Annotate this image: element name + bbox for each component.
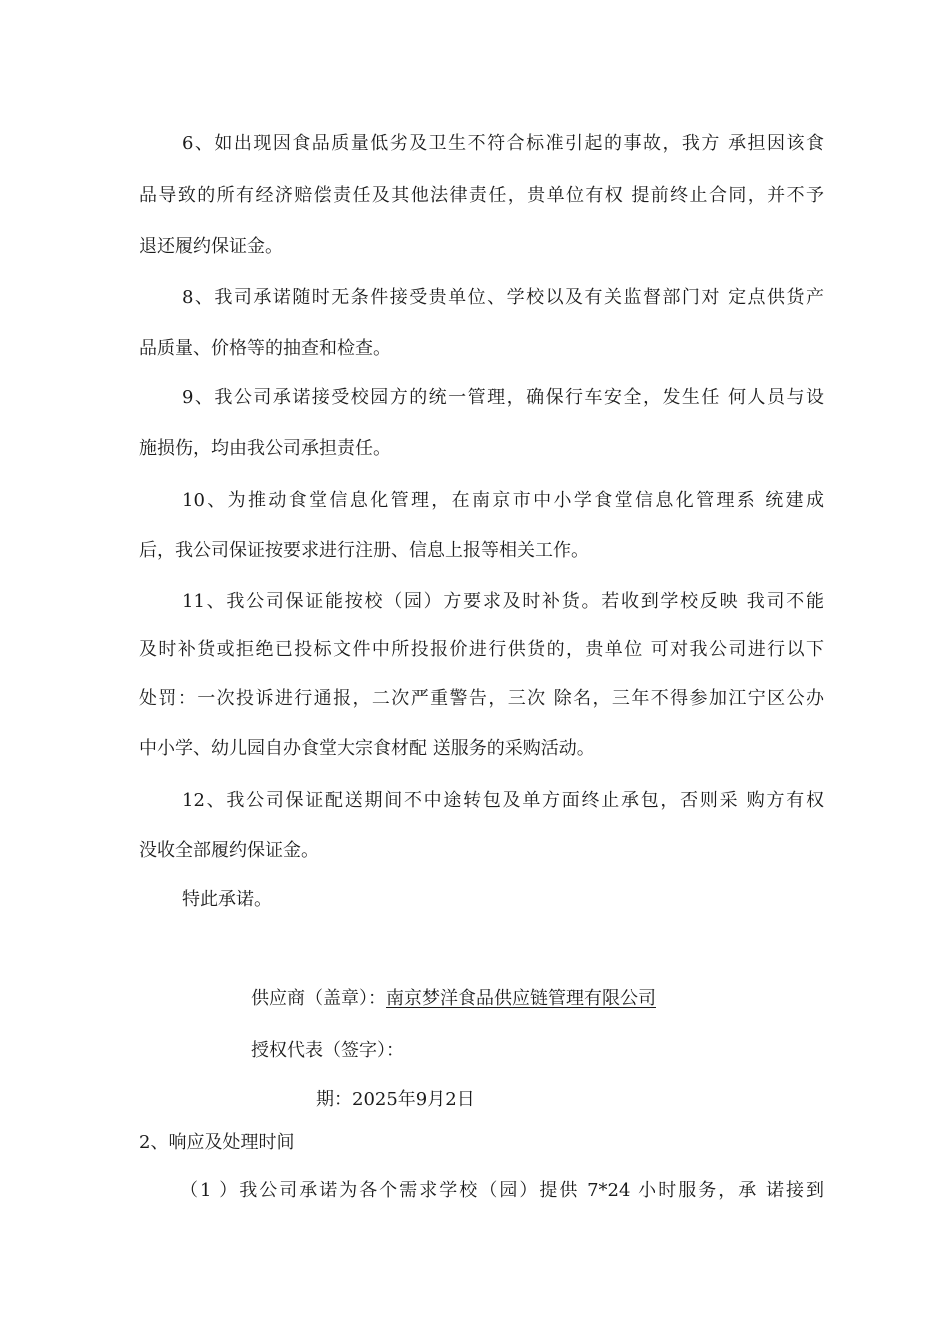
paragraph-8-line-2: 品质量、价格等的抽查和检查。 bbox=[139, 338, 391, 359]
paragraph-8-line-1: 8、我司承诺随时无条件接受贵单位、学校以及有关监督部门对 定点供货产 bbox=[182, 287, 824, 308]
paragraph-6-line-1: 6、如出现因食品质量低劣及卫生不符合标准引起的事故，我方 承担因该食 bbox=[182, 133, 824, 154]
paragraph-10-line-1: 10、为推动食堂信息化管理，在南京市中小学食堂信息化管理系 统建成 bbox=[182, 490, 824, 511]
paragraph-12-line-1: 12、我公司保证配送期间不中途转包及单方面终止承包，否则采 购方有权 bbox=[182, 790, 824, 811]
section-item-1: （1 ）我公司承诺为各个需求学校（园）提供 7*24 小时服务，承 诺接到 bbox=[180, 1180, 824, 1201]
paragraph-9-line-2: 施损伤，均由我公司承担责任。 bbox=[139, 438, 391, 459]
paragraph-11-line-4: 中小学、幼儿园自办食堂大宗食材配 送服务的采购活动。 bbox=[139, 738, 595, 759]
paragraph-11-line-3: 处罚：一次投诉进行通报，二次严重警告，三次 除名，三年不得参加江宁区公办 bbox=[139, 688, 824, 709]
paragraph-6-line-3: 退还履约保证金。 bbox=[139, 236, 283, 257]
authorized-representative-line: 授权代表（签字）： bbox=[251, 1040, 404, 1061]
paragraph-10-line-2: 后，我公司保证按要求进行注册、信息上报等相关工作。 bbox=[139, 540, 589, 561]
signature-date: 期：2025年9月2日 bbox=[316, 1089, 475, 1110]
supplier-label: 供应商（盖章）： bbox=[251, 988, 386, 1009]
paragraph-11-line-2: 及时补货或拒绝已投标文件中所投报价进行供货的，贵单位 可对我公司进行以下 bbox=[139, 639, 824, 660]
closing-statement: 特此承诺。 bbox=[182, 889, 272, 910]
paragraph-11-line-1: 11、我公司保证能按校（园）方要求及时补货。若收到学校反映 我司不能 bbox=[182, 591, 824, 612]
supplier-name: 南京梦洋食品供应链管理有限公司 bbox=[386, 988, 656, 1009]
paragraph-12-line-2: 没收全部履约保证金。 bbox=[139, 840, 319, 861]
paragraph-9-line-1: 9、我公司承诺接受校园方的统一管理，确保行车安全，发生任 何人员与设 bbox=[182, 387, 824, 408]
paragraph-6-line-2: 品导致的所有经济赔偿责任及其他法律责任，贵单位有权 提前终止合同，并不予 bbox=[139, 185, 824, 206]
supplier-line bbox=[251, 987, 656, 1011]
section-heading: 2、响应及处理时间 bbox=[139, 1132, 295, 1153]
